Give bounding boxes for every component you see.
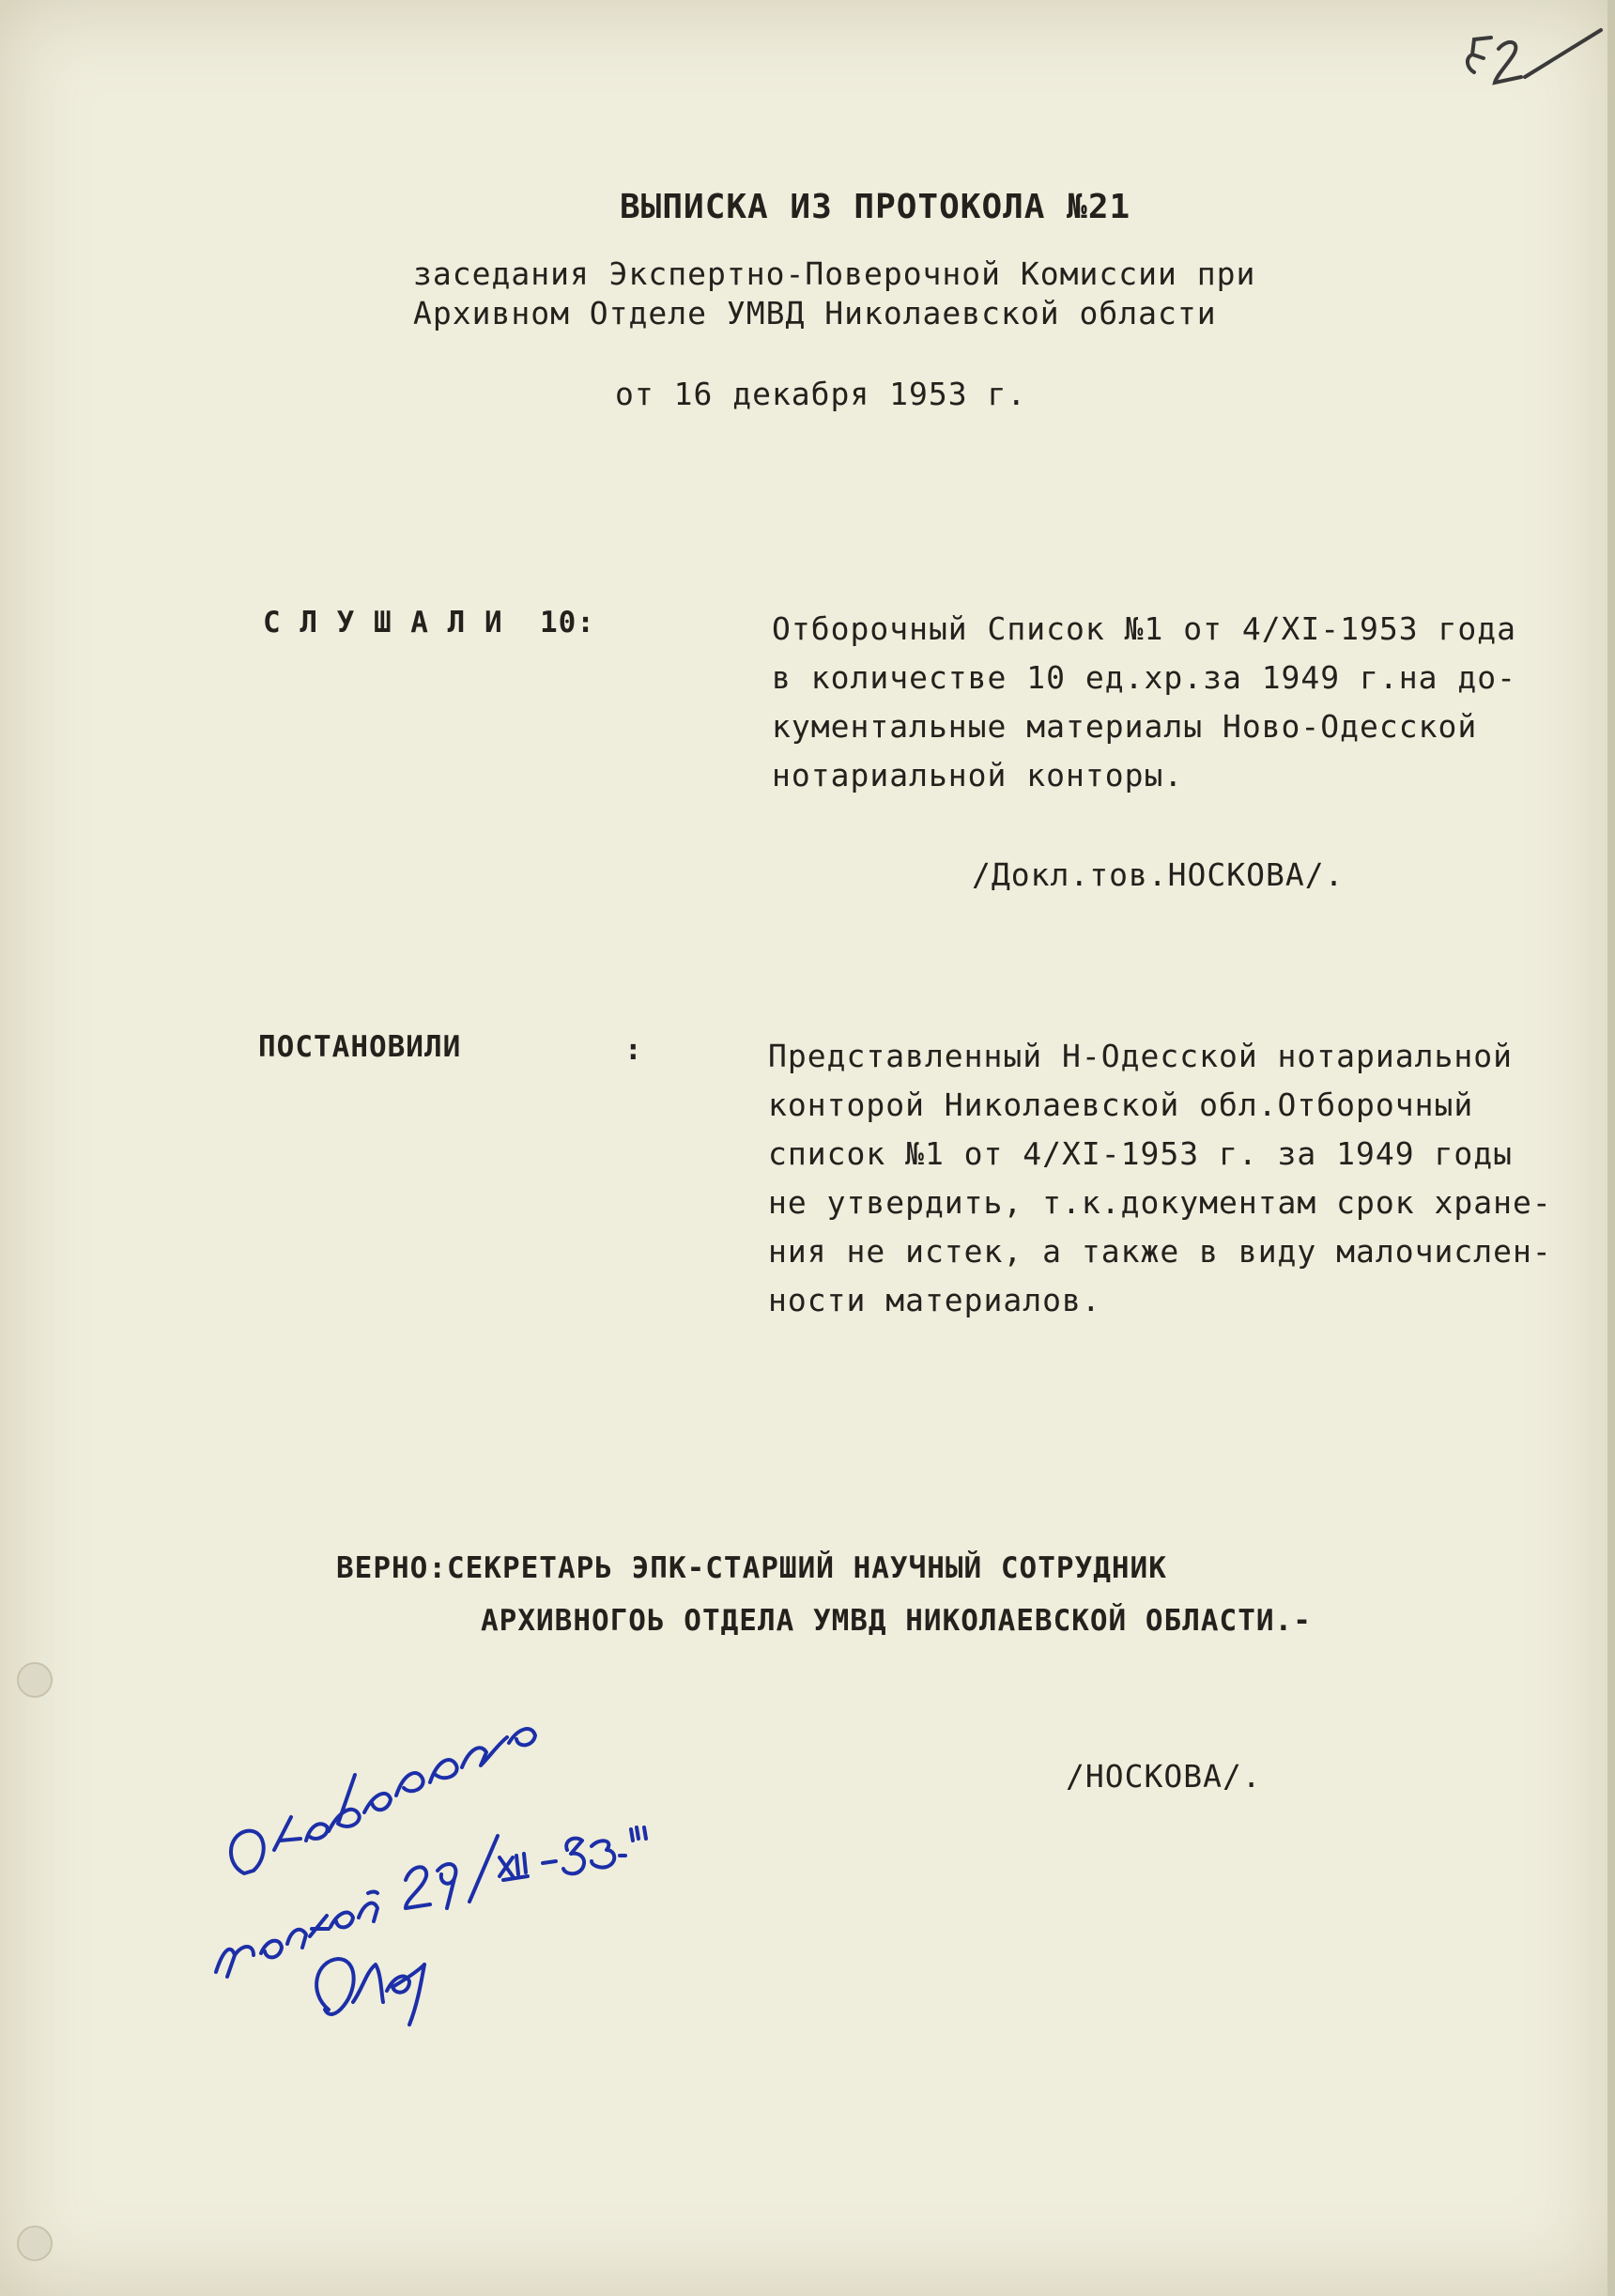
certification-line-1: ВЕРНО:СЕКРЕТАРЬ ЭПК-СТАРШИЙ НАУЧНЫЙ СОТРУДНИК <box>336 1551 1167 1585</box>
heard-line: Отборочный Список №1 от 4/XI-1953 года <box>772 610 1516 647</box>
punch-hole <box>17 2226 53 2261</box>
resolved-line: список №1 от 4/XI-1953 г. за 1949 годы <box>768 1135 1513 1172</box>
document-date: от 16 декабря 1953 г. <box>615 376 1027 412</box>
resolved-colon: : <box>624 1033 643 1067</box>
heard-label: С Л У Ш А Л И 10: <box>263 606 595 639</box>
handwritten-dispatch-note <box>188 1662 714 2038</box>
resolved-label: ПОСТАНОВИЛИ <box>258 1030 462 1064</box>
archive-page-number-mark <box>1446 21 1606 105</box>
resolved-line: Представленный Н-Одесской нотариальной <box>768 1038 1513 1074</box>
heard-reporter: /Докл.тов.НОСКОВА/. <box>972 856 1345 893</box>
heard-line: нотариальной конторы. <box>772 757 1184 794</box>
resolved-line: не утвердить, т.к.документам срок хране- <box>768 1184 1552 1221</box>
heard-line: в количестве 10 ед.хр.за 1949 г.на до- <box>772 659 1516 696</box>
document-subtitle-line-2: Архивном Отделе УМВД Николаевской области <box>413 295 1217 331</box>
resolved-line: ности материалов. <box>768 1282 1101 1318</box>
page-edge-shadow <box>1607 0 1615 2296</box>
resolved-line: ния не истек, а также в виду малочислен- <box>768 1233 1552 1270</box>
heard-line: кументальные материалы Ново-Одесской <box>772 708 1478 745</box>
certification-line-2: АРХИВНОГОЬ ОТДЕЛА УМВД НИКОЛАЕВСКОЙ ОБЛАСТИ.- <box>481 1604 1312 1638</box>
resolved-line: конторой Николаевской обл.Отборочный <box>768 1086 1474 1123</box>
punch-hole <box>17 1662 53 1698</box>
signature-name: /НОСКОВА/. <box>1066 1758 1262 1795</box>
document-title: ВЫПИСКА ИЗ ПРОТОКОЛА №21 <box>620 188 1131 226</box>
document-subtitle-line-1: заседания Экспертно-Поверочной Комиссии при <box>413 255 1256 292</box>
